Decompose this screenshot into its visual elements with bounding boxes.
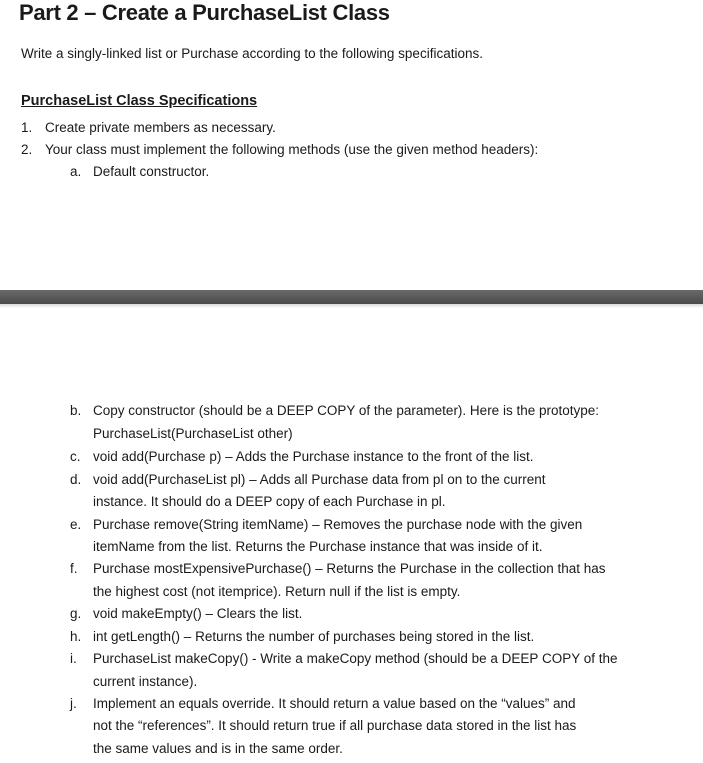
list-text: void add(PurchaseList pl) – Adds all Purchase data from pl on to the current [93, 472, 546, 487]
list-marker: e. [70, 517, 82, 532]
list-marker: j. [70, 696, 77, 711]
list-text: Copy constructor (should be a DEEP COPY of the parameter). Here is the prototype: [93, 403, 599, 418]
numbered-text: Create private members as necessary. [45, 120, 276, 135]
list-text: itemName from the list. Returns the Purchase instance that was inside of it. [93, 539, 543, 554]
numbered-marker: 2. [21, 142, 33, 157]
list-marker: g. [70, 606, 82, 621]
list-text: void makeEmpty() – Clears the list. [93, 606, 303, 621]
list-text: Purchase remove(String itemName) – Removes the purchase node with the given [93, 517, 583, 532]
list-marker: d. [70, 472, 82, 487]
list-text: the same values and is in the same order. [93, 741, 343, 756]
list-text: int getLength() – Returns the number of purchases being stored in the list. [93, 629, 535, 644]
list-text: Implement an equals override. It should return a value based on the “values” and [93, 696, 576, 711]
intro-paragraph: Write a singly-linked list or Purchase according to the following specifications. [21, 46, 483, 61]
list-marker: a. [70, 164, 82, 179]
list-text: instance. It should do a DEEP copy of each Purchase in pl. [93, 494, 446, 509]
list-text: current instance). [93, 674, 198, 689]
list-marker: b. [70, 403, 82, 418]
list-marker: h. [70, 629, 82, 644]
numbered-marker: 1. [21, 120, 33, 135]
section-title: Part 2 – Create a PurchaseList Class [19, 0, 390, 25]
list-marker: c. [70, 449, 81, 464]
list-text: Default constructor. [93, 164, 210, 179]
list-marker: i. [70, 651, 77, 666]
list-text: not the “references”. It should return true if all purchase data stored in the list has [93, 718, 577, 733]
spec-heading: PurchaseList Class Specifications [21, 93, 258, 109]
numbered-text: Your class must implement the following methods (use the given method headers): [45, 142, 539, 157]
list-text: PurchaseList(PurchaseList other) [93, 426, 293, 441]
page-divider-shadow [0, 304, 703, 308]
list-text: the highest cost (not itemprice). Return null if the list is empty. [93, 584, 461, 599]
list-text: Purchase mostExpensivePurchase() – Returns the Purchase in the collection that has [93, 561, 606, 576]
list-text: PurchaseList makeCopy() - Write a makeCopy method (should be a DEEP COPY of the [93, 651, 618, 666]
list-marker: f. [70, 561, 78, 576]
list-text: void add(Purchase p) – Adds the Purchase instance to the front of the list. [93, 449, 534, 464]
page-divider [0, 290, 703, 304]
